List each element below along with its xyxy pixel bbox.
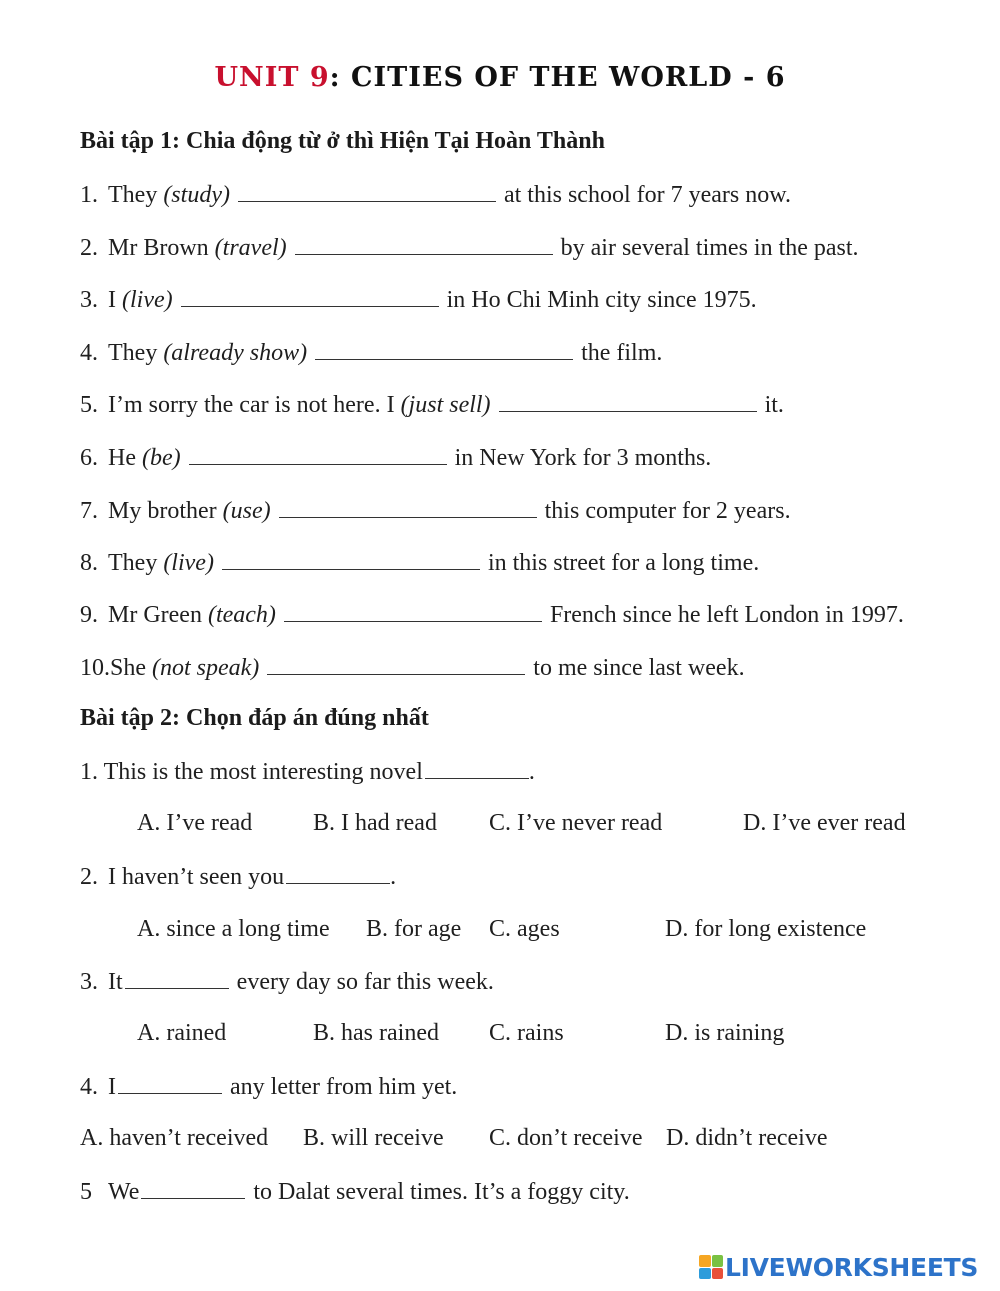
item-number: 7.	[80, 498, 98, 524]
item-text: She	[110, 655, 152, 681]
item-text-end: the film.	[575, 340, 663, 366]
verb-hint: (study)	[163, 182, 230, 208]
exercise-1-item	[80, 549, 759, 577]
answer-blank[interactable]	[125, 968, 229, 989]
option-c[interactable]: C. ages	[489, 916, 560, 942]
item-text: My brother	[108, 498, 223, 524]
option-a[interactable]: A. I’ve read	[137, 810, 253, 836]
item-text: Mr Green	[108, 602, 208, 628]
question-4	[80, 1073, 457, 1101]
exercise-1-item	[80, 181, 791, 209]
item-number: 4.	[80, 340, 98, 366]
item-text-end: by air several times in the past.	[554, 235, 859, 261]
exercise-1-item	[80, 444, 711, 472]
item-text-end: at this school for 7 years now.	[497, 182, 792, 208]
page-title	[0, 62, 1000, 93]
item-text-end: in Ho Chi Minh city since 1975.	[440, 287, 757, 313]
item-number: 10.	[80, 655, 110, 681]
option-c[interactable]: C. rains	[489, 1020, 564, 1046]
question-3-text: It	[108, 969, 129, 995]
question-5-end: to Dalat several times. It’s a foggy city.	[247, 1179, 630, 1205]
exercise-1-item	[80, 234, 859, 262]
answer-blank[interactable]	[189, 444, 447, 465]
option-c[interactable]: C. I’ve never read	[489, 810, 663, 836]
title-rest: : CITIES OF THE WORLD - 6	[329, 62, 786, 93]
exercise-1-item	[80, 339, 662, 367]
item-text: They	[108, 182, 164, 208]
question-4-number: 4.	[80, 1074, 98, 1100]
exercise-1-item	[80, 391, 784, 419]
liveworksheets-logo-text: LIVEWORKSHEETS	[725, 1252, 979, 1282]
question-5	[80, 1178, 630, 1206]
item-number: 9.	[80, 602, 98, 628]
option-c[interactable]: C. don’t receive	[489, 1125, 643, 1151]
verb-hint: (live)	[122, 287, 173, 313]
item-text: I’m sorry the car is not here. I	[108, 392, 401, 418]
question-3-options	[0, 1020, 1000, 1050]
question-2-number: 2.	[80, 864, 98, 890]
verb-hint: (teach)	[207, 602, 276, 628]
item-number: 5.	[80, 392, 98, 418]
question-1-end: .	[528, 759, 535, 785]
question-4-options	[0, 1125, 1000, 1155]
option-d[interactable]: D. is raining	[665, 1020, 785, 1046]
option-d[interactable]: D. didn’t receive	[666, 1125, 828, 1151]
verb-hint: (use)	[222, 498, 271, 524]
question-2-text: I haven’t seen you	[108, 864, 291, 890]
item-text-end: French since he left London in 1997.	[543, 602, 904, 628]
exercise-1-item	[80, 601, 904, 629]
item-text: Mr Brown	[108, 235, 215, 261]
answer-blank[interactable]	[238, 181, 496, 202]
verb-hint: (not speak)	[152, 655, 260, 681]
option-b[interactable]: B. I had read	[313, 810, 437, 836]
answer-blank[interactable]	[286, 863, 390, 884]
question-2-options	[0, 916, 1000, 946]
exercise-1-heading: Bài tập 1: Chia động từ ở thì Hiện Tại Hoàn Thành	[80, 128, 605, 154]
verb-hint: (just sell)	[400, 392, 491, 418]
exercise-2-heading: Bài tập 2: Chọn đáp án đúng nhất	[80, 705, 429, 731]
exercise-1-item	[80, 497, 791, 525]
option-b[interactable]: B. for age	[366, 916, 462, 942]
answer-blank[interactable]	[315, 339, 573, 360]
item-number: 8.	[80, 550, 98, 576]
question-1-text: 1. This is the most interesting novel	[80, 759, 429, 785]
option-b[interactable]: B. will receive	[303, 1125, 444, 1151]
question-4-text: I	[108, 1074, 122, 1100]
answer-blank[interactable]	[141, 1178, 245, 1199]
verb-hint: (be)	[141, 445, 181, 471]
item-text: I	[108, 287, 122, 313]
item-text-end: to me since last week.	[527, 655, 745, 681]
answer-blank[interactable]	[279, 497, 537, 518]
question-3	[80, 968, 494, 996]
question-5-text: We	[108, 1179, 146, 1205]
verb-hint: (already show)	[163, 340, 308, 366]
question-1-options	[0, 810, 1000, 840]
answer-blank[interactable]	[284, 601, 542, 622]
item-number: 6.	[80, 445, 98, 471]
item-number: 1.	[80, 182, 98, 208]
question-2-end: .	[390, 864, 397, 890]
answer-blank[interactable]	[499, 391, 757, 412]
verb-hint: (travel)	[214, 235, 287, 261]
item-number: 2.	[80, 235, 98, 261]
answer-blank[interactable]	[295, 234, 553, 255]
option-d[interactable]: D. for long existence	[665, 916, 867, 942]
answer-blank[interactable]	[181, 286, 439, 307]
item-text-end: in this street for a long time.	[481, 550, 760, 576]
item-number: 3.	[80, 287, 98, 313]
question-5-number: 5	[80, 1179, 92, 1205]
answer-blank[interactable]	[267, 654, 525, 675]
exercise-1-item	[80, 286, 757, 314]
question-1	[80, 758, 535, 786]
title-unit: UNIT 9	[214, 62, 330, 93]
question-4-end: any letter from him yet.	[224, 1074, 458, 1100]
exercise-1-item	[80, 654, 745, 682]
item-text: He	[108, 445, 142, 471]
option-b[interactable]: B. has rained	[313, 1020, 439, 1046]
item-text: They	[108, 550, 164, 576]
option-d[interactable]: D. I’ve ever read	[743, 810, 906, 836]
item-text-end: in New York for 3 months.	[448, 445, 712, 471]
option-a[interactable]: A. haven’t received	[80, 1125, 269, 1151]
answer-blank[interactable]	[222, 549, 480, 570]
answer-blank[interactable]	[118, 1073, 222, 1094]
item-text-end: it.	[758, 392, 784, 418]
question-3-number: 3.	[80, 969, 98, 995]
option-a[interactable]: A. since a long time	[137, 916, 330, 942]
verb-hint: (live)	[163, 550, 214, 576]
item-text-end: this computer for 2 years.	[538, 498, 791, 524]
question-2	[80, 863, 396, 891]
liveworksheets-logo[interactable]	[699, 1252, 978, 1282]
liveworksheets-logo-icon	[699, 1255, 723, 1279]
option-a[interactable]: A. rained	[137, 1020, 227, 1046]
question-3-end: every day so far this week.	[230, 969, 494, 995]
answer-blank[interactable]	[425, 758, 529, 779]
item-text: They	[108, 340, 164, 366]
